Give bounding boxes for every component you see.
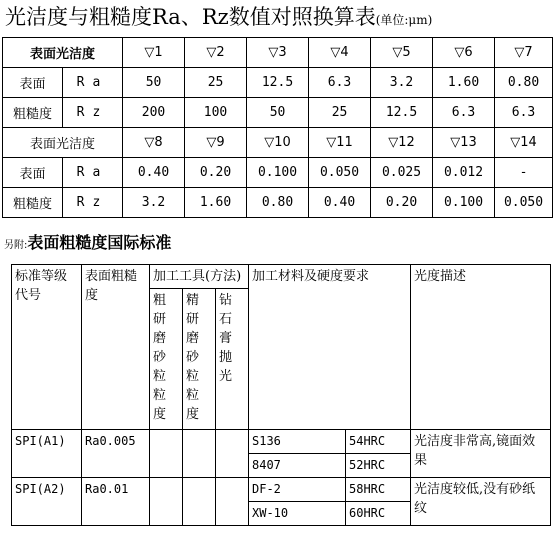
ra-row-b [3, 158, 553, 188]
empty-cell [183, 478, 216, 526]
grade-header-row-b [3, 128, 553, 158]
grade-cell: ▽13 [433, 128, 495, 158]
grade-cell: SPI(A1) [12, 430, 82, 478]
grade-cell: ▽6 [433, 38, 495, 68]
rz-value: 12.5 [371, 98, 433, 128]
empty-cell [150, 478, 183, 526]
rz-value: 200 [123, 98, 185, 128]
ra-row-a [3, 68, 553, 98]
rz-value: 50 [247, 98, 309, 128]
title-text: 光洁度与粗糙度Ra、Rz数值对照换算表 [5, 5, 376, 29]
tool-coarse-header: 粗研磨砂粒粒度 [153, 293, 167, 422]
grade-cell: ▽1 [123, 38, 185, 68]
table-row [12, 430, 551, 454]
empty-cell [216, 478, 249, 526]
conversion-table [2, 37, 553, 218]
grade-cell: ▽8 [123, 128, 185, 158]
material-hardness: 60HRC [346, 502, 411, 526]
col-grade-header: 标准等级代号 [12, 265, 82, 430]
rz-label: Rz [63, 98, 123, 128]
col-desc-header: 光度描述 [411, 265, 551, 430]
ra-value: 50 [123, 68, 185, 98]
grade-cell: ▽4 [309, 38, 371, 68]
ra-label: Ra [63, 68, 123, 98]
rz-value: 1.60 [185, 188, 247, 218]
grade-cell: ▽9 [185, 128, 247, 158]
ra-value: 12.5 [247, 68, 309, 98]
ra-value: 0.20 [185, 158, 247, 188]
empty-cell [150, 430, 183, 478]
material-name: S136 [249, 430, 346, 454]
grade-header-row-a [3, 38, 553, 68]
grade-cell: ▽2 [185, 38, 247, 68]
material-hardness: 52HRC [346, 454, 411, 478]
tool-fine-header: 精研磨砂粒粒度 [186, 293, 200, 422]
ra-value: - [495, 158, 553, 188]
row-label-top: 表面 [3, 68, 63, 98]
rz-value: 0.050 [495, 188, 553, 218]
rz-value: 6.3 [495, 98, 553, 128]
ra-value: 0.012 [433, 158, 495, 188]
rz-value: 0.20 [371, 188, 433, 218]
grade-cell: ▽10 [247, 128, 309, 158]
rz-value: 0.100 [433, 188, 495, 218]
material-hardness: 54HRC [346, 430, 411, 454]
section-title: 表面粗糙度国际标准 [27, 233, 172, 252]
ra-value: 1.60 [433, 68, 495, 98]
tool-diamond-header: 钻石膏抛光 [219, 293, 233, 384]
grade-cell: ▽11 [309, 128, 371, 158]
ra-value: 6.3 [309, 68, 371, 98]
rz-value: 25 [309, 98, 371, 128]
ra-value: 25 [185, 68, 247, 98]
rz-row-b [3, 188, 553, 218]
ra-value: 0.40 [123, 158, 185, 188]
grade-cell: ▽5 [371, 38, 433, 68]
rz-value: 0.40 [309, 188, 371, 218]
spi-standard-table [11, 264, 551, 526]
grade-cell: ▽7 [495, 38, 553, 68]
empty-cell [216, 430, 249, 478]
section-prefix: 另附: [4, 240, 28, 251]
header-label: 表面光洁度 [3, 38, 123, 68]
desc-cell: 光洁度较低,没有砂纸纹 [411, 478, 551, 526]
ra-value: 0.100 [247, 158, 309, 188]
table-header-row [12, 265, 551, 289]
material-name: DF-2 [249, 478, 346, 502]
ra-value: 3.2 [371, 68, 433, 98]
desc-cell: 光洁度非常高,镜面效果 [411, 430, 551, 478]
page-title [5, 3, 432, 31]
row-label-bottom: 粗糙度 [3, 188, 63, 218]
material-name: XW-10 [249, 502, 346, 526]
ra-value: 0.025 [371, 158, 433, 188]
rz-row-a [3, 98, 553, 128]
ra-value: 0.80 [495, 68, 553, 98]
rz-value: 6.3 [433, 98, 495, 128]
grade-cell: ▽14 [495, 128, 553, 158]
material-hardness: 58HRC [346, 478, 411, 502]
section-heading [4, 230, 171, 256]
ra-value: 0.050 [309, 158, 371, 188]
grade-cell: ▽12 [371, 128, 433, 158]
table-row [12, 478, 551, 502]
row-label-bottom: 粗糙度 [3, 98, 63, 128]
col-material-header: 加工材料及硬度要求 [249, 265, 411, 430]
material-name: 8407 [249, 454, 346, 478]
roughness-cell: Ra0.01 [82, 478, 150, 526]
rz-label: Rz [63, 188, 123, 218]
rz-value: 100 [185, 98, 247, 128]
ra-label: Ra [63, 158, 123, 188]
grade-cell: ▽3 [247, 38, 309, 68]
empty-cell [183, 430, 216, 478]
roughness-cell: Ra0.005 [82, 430, 150, 478]
header-label-b: 表面光洁度 [3, 128, 123, 158]
title-unit: (单位:μm) [375, 13, 433, 27]
rz-value: 0.80 [247, 188, 309, 218]
col-roughness-header: 表面粗糙度 [82, 265, 150, 430]
grade-cell: SPI(A2) [12, 478, 82, 526]
col-tool-header: 加工工具(方法) [150, 265, 249, 289]
row-label-top: 表面 [3, 158, 63, 188]
rz-value: 3.2 [123, 188, 185, 218]
